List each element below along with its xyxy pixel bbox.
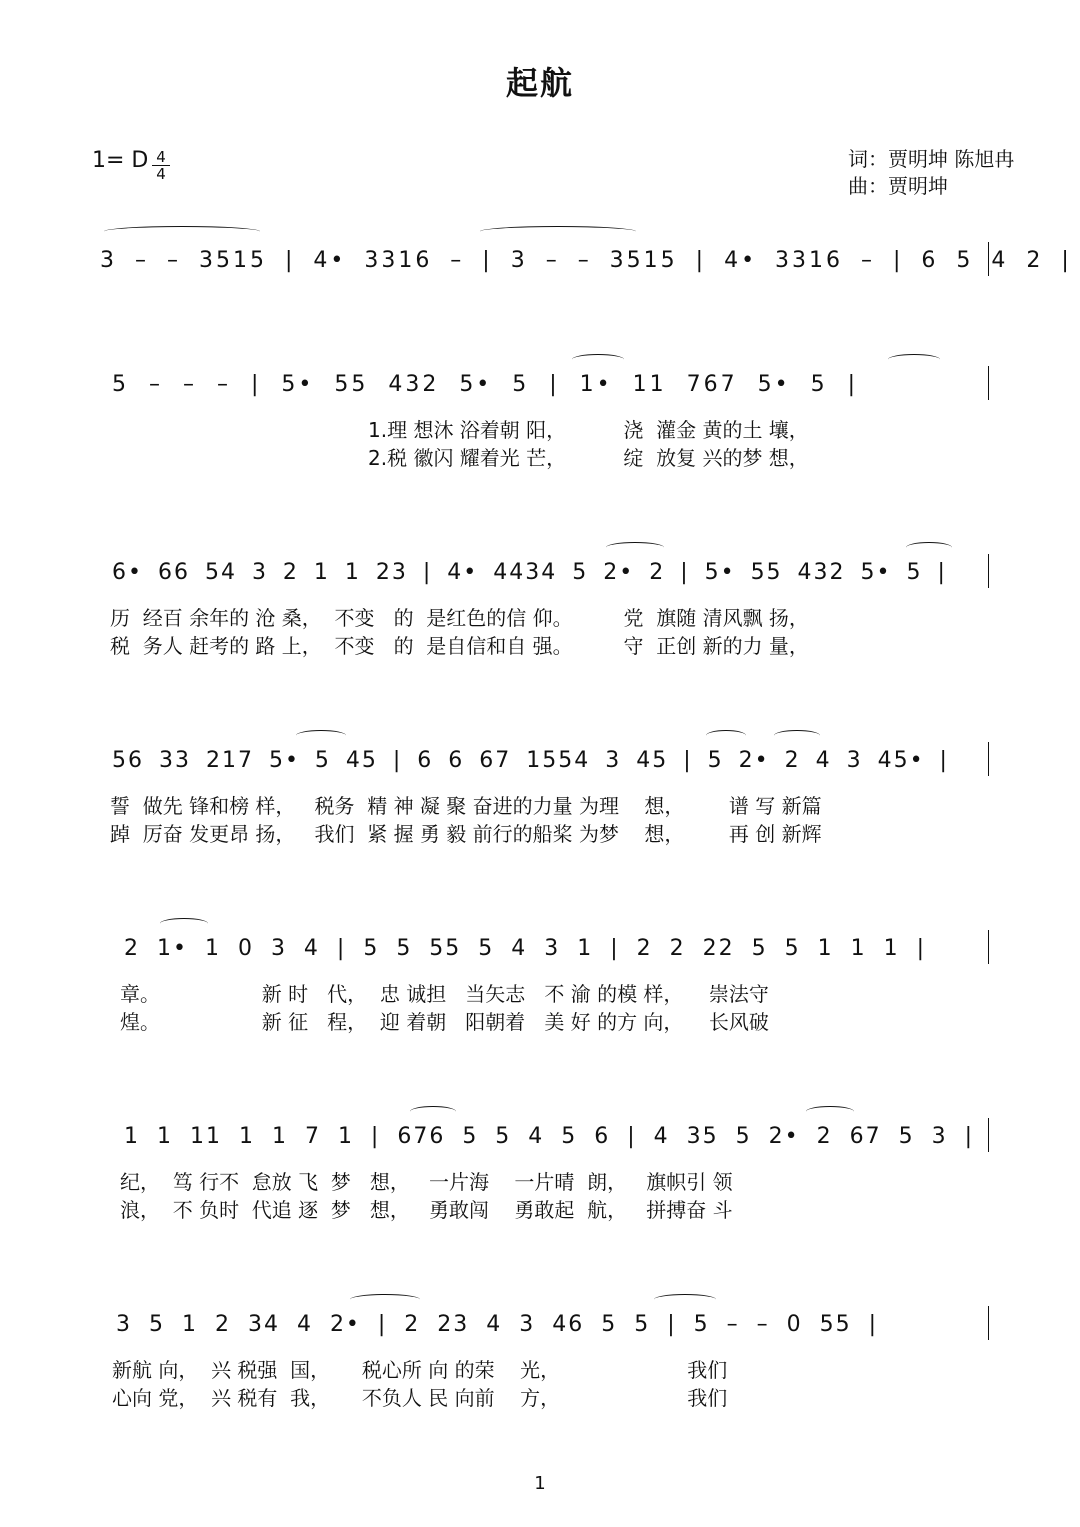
lyrics-verse-1: 誓 做先 锋和榜 样， 税务 精 神 凝 聚 奋进的力量 为理 想， 谱 写 新篇 bbox=[110, 794, 822, 818]
key-signature: 1= D bbox=[92, 148, 149, 173]
credits bbox=[848, 146, 1014, 200]
slur bbox=[160, 918, 208, 929]
time-signature-top: 4 bbox=[156, 148, 166, 166]
slur bbox=[410, 1106, 456, 1117]
slur bbox=[906, 542, 952, 553]
barline-end-row-6 bbox=[988, 1118, 989, 1152]
notation-line: 6• 66 54 3 2 1 1 23 | 4• 4434 5 2• 2 | 5• 55 432 5• 5 | bbox=[112, 560, 947, 585]
barline-end-row-3 bbox=[988, 554, 989, 588]
lyrics-verse-2: 踔 厉奋 发更昂 扬， 我们 紧 握 勇 毅 前行的船桨 为梦 想， 再 创 新辉 bbox=[110, 822, 822, 846]
slur bbox=[654, 1294, 716, 1305]
barline-end-row-7 bbox=[988, 1306, 989, 1340]
notation-line: 1 1 11 1 1 7 1 | 676 5 5 4 5 6 | 4 35 5 2• 2 67 5 3 | bbox=[124, 1124, 974, 1149]
notation-line: 3 – – 3515 | 4• 3316 – | 3 – – 3515 | 4• 3316 – | 6 5 4 2 | bbox=[100, 248, 1072, 273]
page-number: 1 bbox=[534, 1473, 546, 1494]
barline-end-row-2 bbox=[988, 366, 989, 400]
notation-line: 56 33 217 5• 5 45 | 6 6 67 1554 3 45 | 5 2• 2 4 3 45• | bbox=[112, 748, 949, 773]
time-signature-bottom: 4 bbox=[156, 165, 166, 183]
slur bbox=[774, 730, 820, 741]
slur bbox=[104, 226, 260, 237]
barline-end-row-5 bbox=[988, 930, 989, 964]
slur bbox=[296, 730, 346, 741]
barline-end-row-4 bbox=[988, 742, 989, 776]
song-title: 起航 bbox=[505, 64, 574, 102]
lyrics-verse-1: 纪， 笃 行不 怠放 飞 梦 想， 一片海 一片晴 朗， 旗帜引 领 bbox=[120, 1170, 733, 1194]
slur bbox=[350, 1294, 420, 1305]
lyrics-verse-2: 煌。 新 征 程， 迎 着朝 阳朝着 美 好 的方 向， 长风破 bbox=[120, 1010, 769, 1034]
lyrics-verse-1: 新航 向， 兴 税强 国， 税心所 向 的荣 光， 我们 bbox=[112, 1358, 728, 1382]
composer-credit: 曲：贾明坤 bbox=[848, 174, 948, 198]
slur bbox=[606, 542, 664, 553]
lyrics-verse-1: 历 经百 余年的 沧 桑， 不变 的 是红色的信 仰。 党 旗随 清风飘 扬， bbox=[110, 606, 809, 630]
lyrics-verse-1: 1.理 想沐 浴着朝 阳， 浇 灌金 黄的土 壤， bbox=[368, 418, 809, 442]
lyricist-credit: 词：贾明坤 陈旭冉 bbox=[848, 147, 1015, 171]
slur bbox=[806, 1106, 854, 1117]
time-signature bbox=[152, 150, 170, 181]
slur bbox=[888, 354, 940, 365]
lyrics-verse-2: 心向 党， 兴 税有 我， 不负人 民 向前 方， 我们 bbox=[112, 1386, 728, 1410]
slur bbox=[572, 354, 624, 365]
slur bbox=[706, 730, 746, 741]
notation-line: 3 5 1 2 34 4 2• | 2 23 4 3 46 5 5 | 5 – – 0 55 | bbox=[116, 1312, 879, 1337]
notation-line: 2 1• 1 0 3 4 | 5 5 55 5 4 3 1 | 2 2 22 5 5 1 1 1 | bbox=[124, 936, 926, 961]
notation-line: 5 – – – | 5• 55 432 5• 5 | 1• 11 767 5• 5 | bbox=[112, 372, 858, 397]
slur bbox=[480, 226, 636, 237]
lyrics-verse-2: 2.税 徽闪 耀着光 芒， 绽 放复 兴的梦 想， bbox=[368, 446, 809, 470]
lyrics-verse-1: 章。 新 时 代， 忠 诚担 当矢志 不 渝 的模 样， 崇法守 bbox=[120, 982, 769, 1006]
lyrics-verse-2: 浪， 不 负时 代追 逐 梦 想， 勇敢闯 勇敢起 航， 拼搏奋 斗 bbox=[120, 1198, 733, 1222]
lyrics-verse-2: 税 务人 赶考的 路 上， 不变 的 是自信和自 强。 守 正创 新的力 量， bbox=[110, 634, 809, 658]
barline-end-row-1 bbox=[988, 242, 989, 276]
